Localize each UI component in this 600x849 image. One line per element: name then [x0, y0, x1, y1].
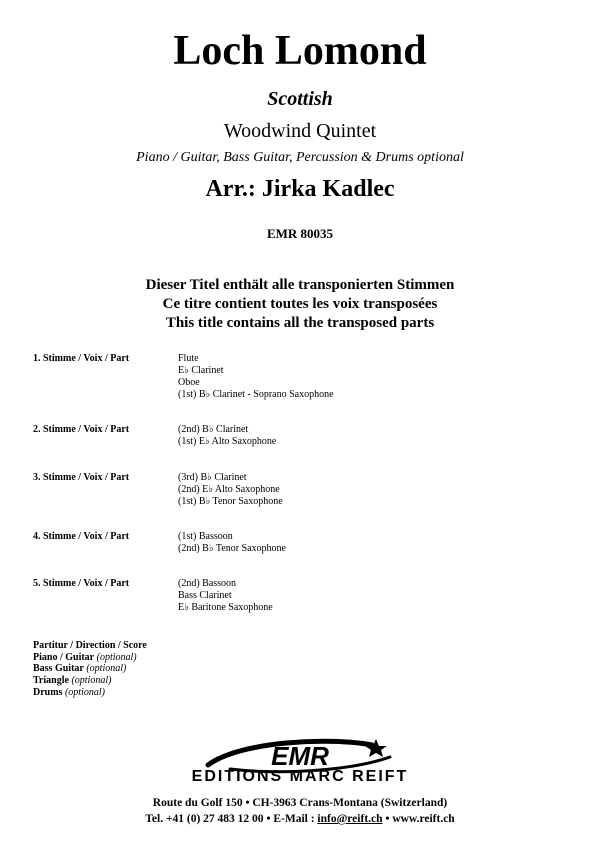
- instrument: E♭ Baritone Saxophone: [178, 602, 273, 613]
- instrument: Bass Clarinet: [178, 590, 232, 601]
- part-5-label: 5. Stimme / Voix / Part: [33, 578, 130, 589]
- part-4-instruments: [178, 531, 286, 555]
- arranger: Arr.: Jirka Kadlec: [205, 176, 395, 202]
- publisher-contact: Tel. +41 (0) 27 483 12 00 • E-Mail : info@reift.ch • www.reift.ch: [145, 813, 455, 825]
- star-icon: [365, 739, 387, 757]
- instrument: (2nd) B♭ Clarinet: [178, 424, 249, 435]
- instrument: (1st) E♭ Alto Saxophone: [178, 436, 277, 447]
- notice-english: This title contains all the transposed parts: [165, 315, 435, 331]
- subtitle: Scottish: [267, 88, 333, 110]
- extra-part: [33, 640, 147, 652]
- extra-part-note: (optional): [71, 675, 112, 687]
- extra-part-note: (optional): [96, 651, 137, 663]
- instrument: (1st) B♭ Tenor Saxophone: [178, 496, 283, 507]
- part-2-label: 2. Stimme / Voix / Part: [33, 424, 130, 435]
- instrument: Oboe: [178, 377, 200, 388]
- part-5-instruments: [178, 578, 273, 614]
- instrument: (3rd) B♭ Clarinet: [178, 472, 247, 483]
- extra-part-name: Drums: [33, 686, 63, 698]
- extra-part-name: Bass Guitar: [33, 663, 84, 675]
- email-link[interactable]: info@reift.ch: [317, 813, 383, 825]
- instrument: (1st) Bassoon: [178, 531, 233, 542]
- instrument: (2nd) Bassoon: [178, 578, 237, 589]
- extra-part: [33, 652, 147, 664]
- extra-part-name: Triangle: [33, 675, 69, 687]
- instrument: (1st) B♭ Clarinet - Soprano Saxophone: [178, 389, 334, 400]
- email-label: E-Mail :: [273, 813, 315, 825]
- extra-part-name: Piano / Guitar: [33, 651, 95, 663]
- part-3-label: 3. Stimme / Voix / Part: [33, 472, 130, 483]
- logo-text: EMR: [271, 741, 329, 771]
- extra-part-name: Partitur / Direction / Score: [33, 640, 147, 651]
- extra-part-note: (optional): [64, 686, 105, 698]
- instrument: (2nd) E♭ Alto Saxophone: [178, 484, 280, 495]
- extra-part: [33, 663, 147, 675]
- website-link[interactable]: www.reift.ch: [392, 813, 455, 825]
- part-3-instruments: [178, 472, 283, 508]
- instrument: E♭ Clarinet: [178, 365, 224, 376]
- extra-parts: [33, 640, 147, 699]
- extra-part-note: (optional): [86, 663, 127, 675]
- optional-instruments: Piano / Guitar, Bass Guitar, Percussion & Drums optional: [136, 150, 464, 165]
- publisher-address: Route du Golf 150 • CH-3963 Crans-Montana (Switzerland): [152, 797, 448, 809]
- extra-part: [33, 675, 147, 687]
- notice-french: Ce titre contient toutes les voix transposées: [162, 296, 438, 312]
- extra-part: [33, 687, 147, 699]
- title: Loch Lomond: [173, 28, 427, 74]
- telephone: Tel. +41 (0) 27 483 12 00: [145, 813, 264, 825]
- publisher-name: EDITIONS MARC REIFT: [191, 768, 409, 785]
- part-4-label: 4. Stimme / Voix / Part: [33, 531, 130, 542]
- notice-german: Dieser Titel enthält alle transponierten Stimmen: [145, 277, 455, 293]
- part-1-instruments: [178, 353, 334, 401]
- instrument: (2nd) B♭ Tenor Saxophone: [178, 543, 286, 554]
- catalog-number: EMR 80035: [266, 226, 334, 241]
- ensemble-type: Woodwind Quintet: [223, 120, 377, 142]
- instrument: Flute: [178, 353, 199, 364]
- part-1-label: 1. Stimme / Voix / Part: [33, 353, 130, 364]
- part-2-instruments: [178, 424, 276, 448]
